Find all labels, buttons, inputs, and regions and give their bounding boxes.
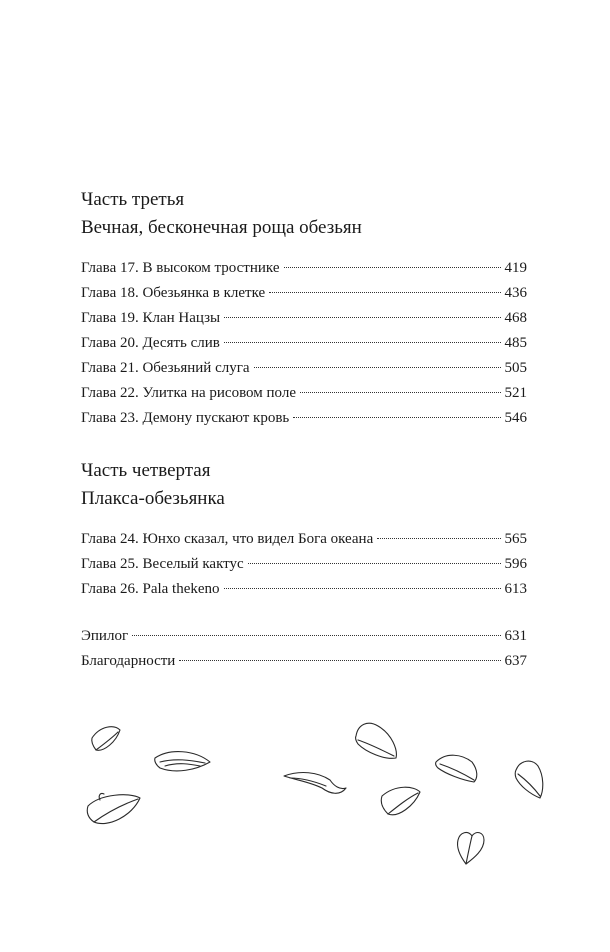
dot-leader bbox=[254, 367, 501, 368]
petal-icon bbox=[284, 773, 346, 794]
petal-icon bbox=[87, 793, 140, 823]
section-spacer bbox=[81, 602, 527, 624]
page-number: 436 bbox=[504, 285, 527, 301]
petal-icon bbox=[381, 787, 420, 815]
chapter-title: Глава 17. В высоком тростнике bbox=[81, 260, 280, 276]
chapter-title: Глава 22. Улитка на рисовом поле bbox=[81, 385, 296, 401]
dot-leader bbox=[377, 538, 500, 539]
toc-entry[interactable] bbox=[81, 331, 527, 356]
toc-entry[interactable] bbox=[81, 527, 527, 552]
section-spacer bbox=[81, 431, 527, 457]
chapter-title: Глава 20. Десять слив bbox=[81, 335, 220, 351]
chapter-title: Глава 24. Юнхо сказал, что видел Бога океана bbox=[81, 531, 374, 547]
acknowledgements-title: Благодарности bbox=[81, 653, 176, 669]
dot-leader bbox=[248, 563, 501, 564]
dot-leader bbox=[132, 635, 500, 636]
petal-icon bbox=[457, 833, 484, 864]
toc-entry[interactable] bbox=[81, 552, 527, 577]
toc-entry[interactable] bbox=[81, 381, 527, 406]
chapter-title: Глава 23. Демону пускают кровь bbox=[81, 410, 290, 426]
dot-leader bbox=[224, 342, 501, 343]
part-label: Часть четвертая bbox=[81, 460, 211, 481]
page-number: 631 bbox=[504, 628, 527, 644]
toc-entry[interactable] bbox=[81, 624, 527, 649]
petal-icon bbox=[436, 755, 477, 782]
table-of-contents bbox=[81, 186, 527, 674]
back-matter-list bbox=[81, 624, 527, 674]
toc-entry[interactable] bbox=[81, 577, 527, 602]
chapter-list bbox=[81, 527, 527, 602]
page-number: 637 bbox=[504, 653, 527, 669]
petal-icon bbox=[356, 723, 397, 758]
page-number: 613 bbox=[504, 581, 527, 597]
chapter-title: Глава 25. Веселый кактус bbox=[81, 556, 244, 572]
page-number: 485 bbox=[504, 335, 527, 351]
page-number: 521 bbox=[504, 385, 527, 401]
toc-entry[interactable] bbox=[81, 256, 527, 281]
part-title: Вечная, бесконечная роща обезьян bbox=[81, 217, 362, 238]
petal-icon bbox=[92, 727, 120, 751]
chapter-list bbox=[81, 256, 527, 431]
toc-entry[interactable] bbox=[81, 306, 527, 331]
page-number: 596 bbox=[504, 556, 527, 572]
petal-icon bbox=[155, 752, 210, 771]
page-number: 565 bbox=[504, 531, 527, 547]
chapter-title: Глава 19. Клан Нацзы bbox=[81, 310, 221, 326]
dot-leader bbox=[293, 417, 500, 418]
petal-icon bbox=[515, 761, 543, 798]
dot-leader bbox=[224, 317, 500, 318]
dot-leader bbox=[300, 392, 501, 393]
part-title: Плакса-обезьянка bbox=[81, 488, 225, 509]
epilogue-title: Эпилог bbox=[81, 628, 129, 644]
falling-petals-illustration bbox=[0, 700, 610, 880]
chapter-title: Глава 26. Pala thekeno bbox=[81, 581, 220, 597]
chapter-title: Глава 21. Обезьяний слуга bbox=[81, 360, 250, 376]
page-number: 505 bbox=[504, 360, 527, 376]
dot-leader bbox=[269, 292, 500, 293]
toc-entry[interactable] bbox=[81, 281, 527, 306]
dot-leader bbox=[224, 588, 501, 589]
toc-entry[interactable] bbox=[81, 406, 527, 431]
dot-leader bbox=[284, 267, 501, 268]
dot-leader bbox=[179, 660, 500, 661]
page-number: 546 bbox=[504, 410, 527, 426]
chapter-title: Глава 18. Обезьянка в клетке bbox=[81, 285, 266, 301]
toc-entry[interactable] bbox=[81, 649, 527, 674]
part-label: Часть третья bbox=[81, 189, 185, 210]
page-number: 468 bbox=[504, 310, 527, 326]
part-four bbox=[81, 457, 527, 602]
toc-entry[interactable] bbox=[81, 356, 527, 381]
part-three bbox=[81, 186, 527, 431]
page-number: 419 bbox=[504, 260, 527, 276]
